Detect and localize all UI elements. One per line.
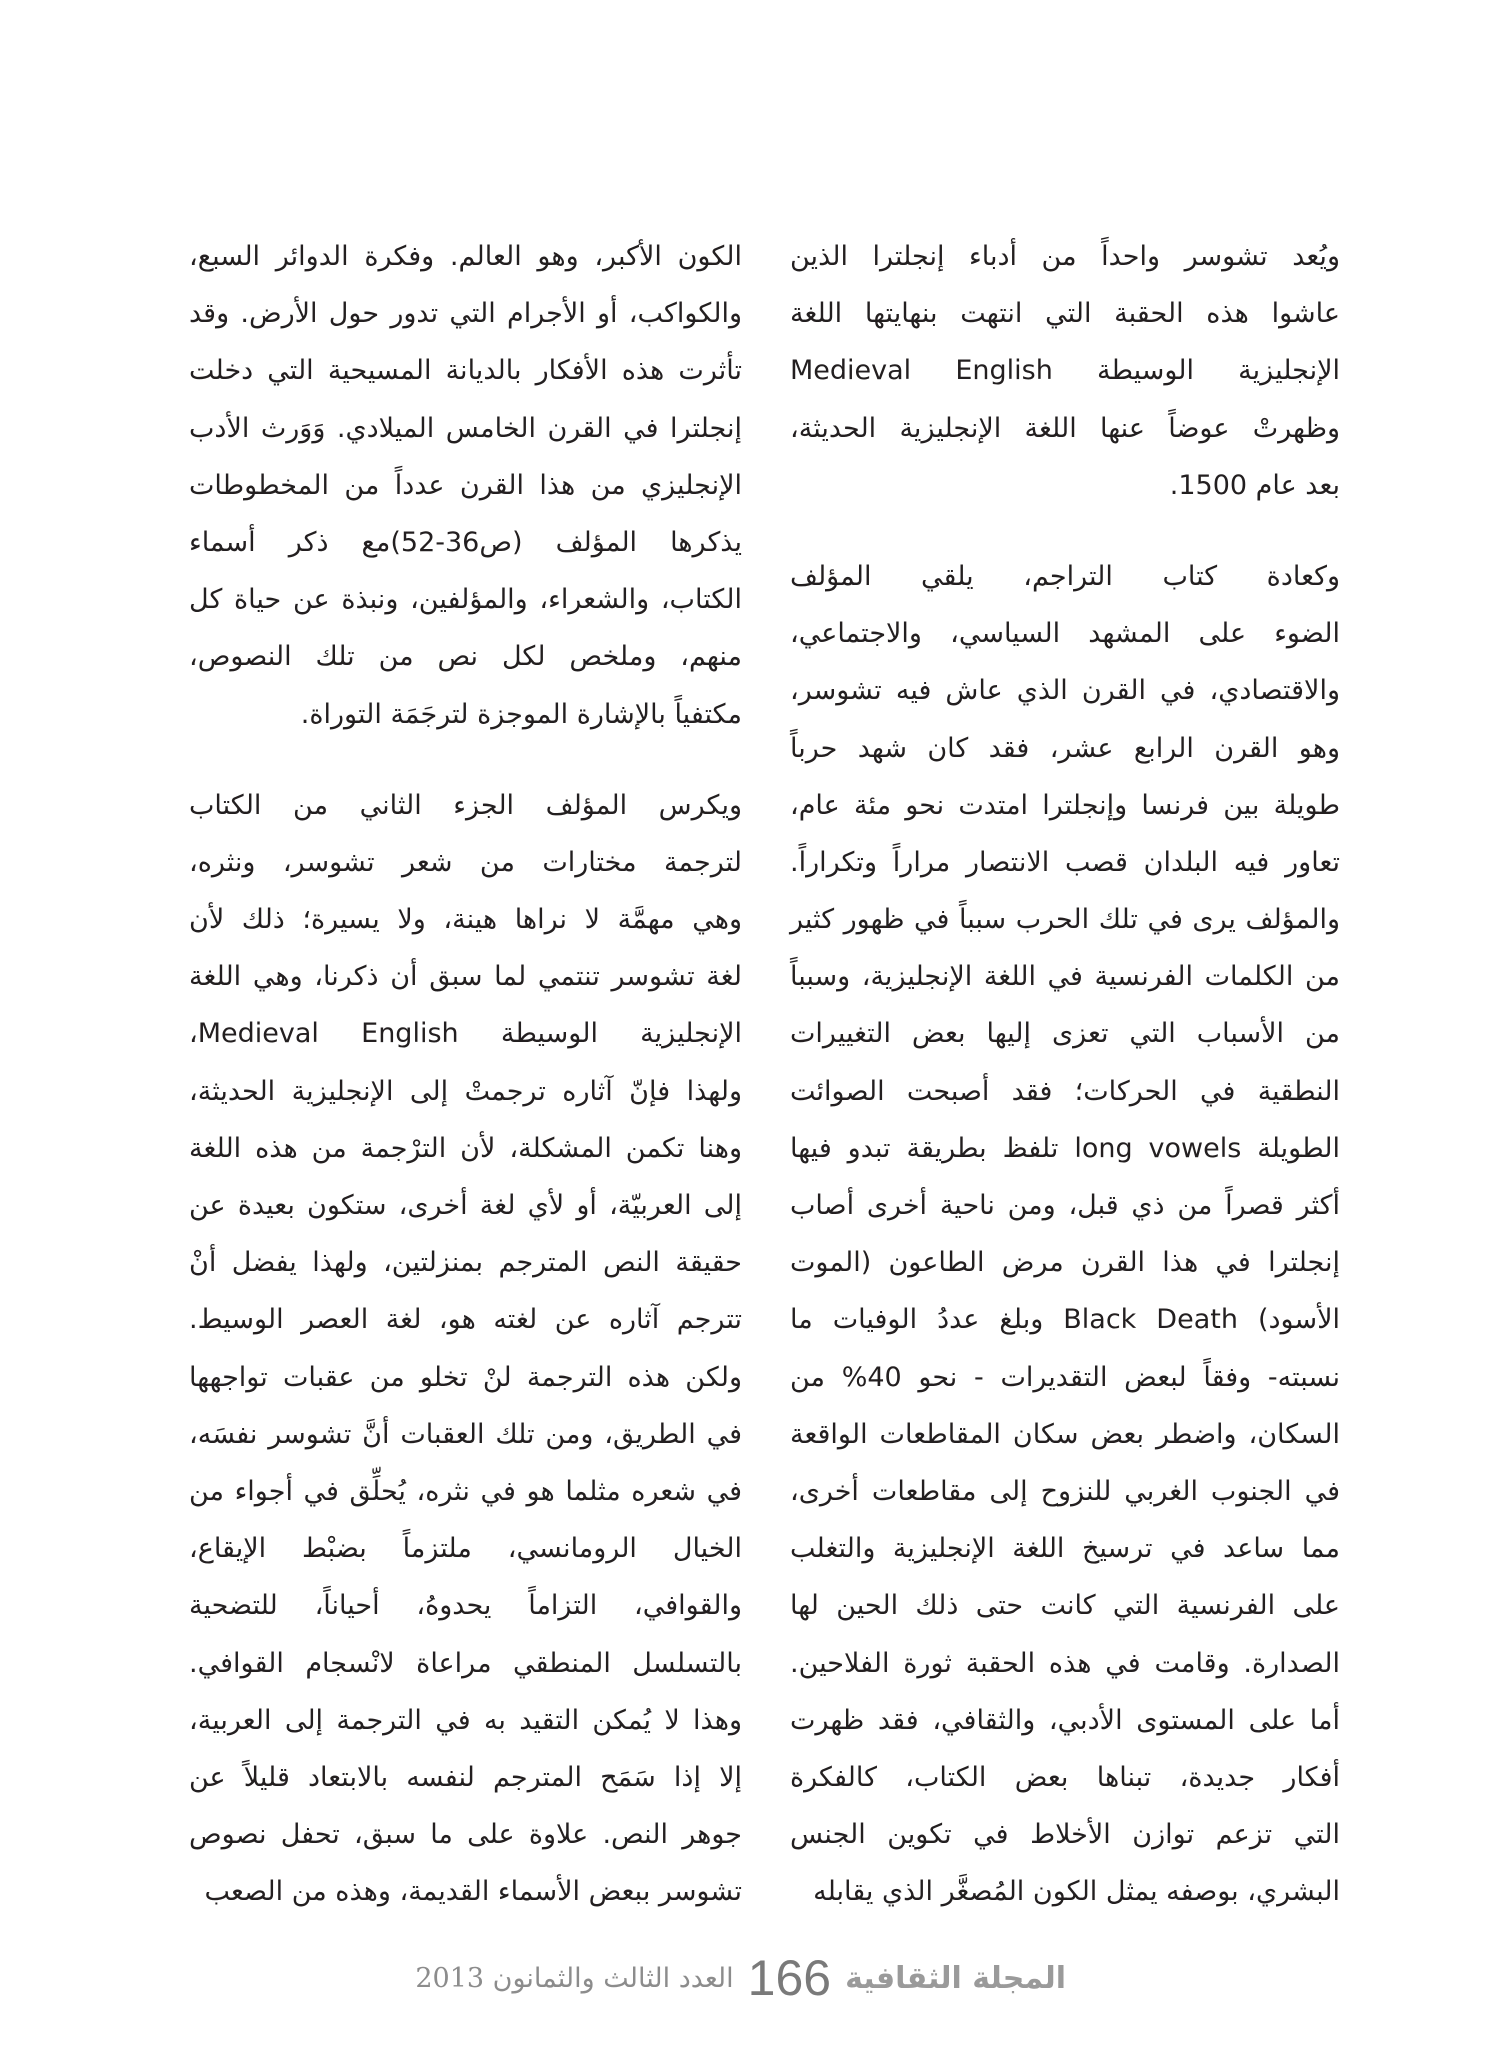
- text-line: مكتفياً بالإشارة الموجزة لترجَمَة التوراة.: [300, 698, 742, 730]
- text-line: نسبته- وفقاً لبعض التقديرات - نحو 40% من: [790, 1361, 1340, 1393]
- text-line: الكون الأكبر، وهو العالم. وفكرة الدوائر السبع،: [189, 241, 742, 272]
- text-line: أفكار جديدة، تبناها بعض الكتاب، كالفكرة: [790, 1761, 1340, 1793]
- text-line: لغة تشوسر تنتمي لما سبق أن ذكرنا، وهي اللغة: [189, 961, 742, 993]
- text-line: وكعادة كتاب التراجم، يلقي المؤلف: [790, 560, 1340, 592]
- text-line: والكواكب، أو الأجرام التي تدور حول الأرض. وقد: [189, 298, 742, 330]
- text-line: النطقية في الحركات؛ فقد أصبحت الصوائت: [790, 1075, 1340, 1107]
- text-line: بالتسلسل المنطقي مراعاة لانْسجام القوافي.: [189, 1647, 742, 1679]
- text-line: إنجلترا في هذا القرن مرض الطاعون (الموت: [790, 1247, 1340, 1279]
- text-line: منهم، وملخص لكل نص من تلك النصوص،: [189, 641, 742, 673]
- text-line: الإنجليزية الوسيطة Medieval English،: [189, 1018, 742, 1050]
- text-line: إلى العربيّة، أو لأي لغة أخرى، ستكون بعيدة عن: [189, 1190, 742, 1221]
- text-line: وهذا لا يُمكن التقيد به في الترجمة إلى العربية،: [189, 1704, 742, 1736]
- text-line: لترجمة مختارات من شعر تشوسر، ونثره،: [189, 846, 742, 878]
- issue-label: العدد الثالث والثمانون 2013: [415, 1962, 734, 1994]
- text-line: الأسود) Black Death وبلغ عددُ الوفيات ما: [790, 1304, 1340, 1336]
- text-line: الصدارة. وقامت في هذه الحقبة ثورة الفلاحين.: [790, 1647, 1340, 1679]
- text-line: ولكن هذه الترجمة لنْ تخلو من عقبات تواجهها: [189, 1361, 742, 1393]
- text-line: وهو القرن الرابع عشر، فقد كان شهد حرباً: [790, 732, 1340, 764]
- paragraph: [189, 777, 742, 1921]
- text-line: من الكلمات الفرنسية في اللغة الإنجليزية، وسبباً: [790, 961, 1340, 993]
- text-line: الإنجليزية الوسيطة Medieval English: [790, 355, 1340, 387]
- text-line: إلا إذا سَمَح المترجم لنفسه بالابتعاد قليلاً عن: [189, 1761, 742, 1793]
- text-line: ويكرس المؤلف الجزء الثاني من الكتاب: [189, 789, 742, 821]
- text-line: أما على المستوى الأدبي، والثقافي، فقد ظهرت: [790, 1704, 1340, 1736]
- text-line: من الأسباب التي تعزى إليها بعض التغييرات: [790, 1018, 1340, 1050]
- text-line: والاقتصادي، في القرن الذي عاش فيه تشوسر،: [790, 675, 1340, 707]
- text-line: الخيال الرومانسي، ملتزماً بضبْط الإيقاع،: [189, 1533, 742, 1565]
- text-line: مما ساعد في ترسيخ اللغة الإنجليزية والتغلب: [790, 1533, 1340, 1565]
- text-line: إنجلترا في القرن الخامس الميلادي. وَوَرث الأدب: [189, 412, 742, 444]
- text-line: الضوء على المشهد السياسي، والاجتماعي،: [790, 618, 1340, 650]
- text-line: أكثر قصراً من ذي قبل، ومن ناحية أخرى أصاب: [790, 1190, 1340, 1221]
- text-line: حقيقة النص المترجم بمنزلتين، ولهذا يفضل أنْ: [189, 1247, 742, 1279]
- paragraph: [189, 228, 742, 743]
- text-line: في الطريق، ومن تلك العقبات أنَّ تشوسر نفسَه،: [189, 1418, 742, 1450]
- right-column: [790, 228, 1340, 1920]
- text-line: بعد عام 1500.: [1169, 469, 1340, 501]
- text-line: ويُعد تشوسر واحداً من أدباء إنجلترا الذين: [790, 241, 1340, 272]
- paragraph: [790, 548, 1340, 1921]
- text-line: يذكرها المؤلف (ص36-52)مع ذكر أسماء: [189, 526, 742, 558]
- left-column: [189, 228, 742, 1920]
- text-line: الطويلة long vowels تلفظ بطريقة تبدو فيها: [790, 1132, 1340, 1164]
- paragraph: [790, 228, 1340, 514]
- text-line: السكان، واضطر بعض سكان المقاطعات الواقعة: [790, 1418, 1340, 1450]
- text-line: والقوافي، التزاماً يحدوهُ، أحياناً، للتضحية: [189, 1590, 742, 1622]
- magazine-name: المجلة الثقافية: [845, 1960, 1066, 1996]
- text-line: في شعره مثلما هو في نثره، يُحلِّق في أجواء من: [189, 1475, 742, 1507]
- text-line: وظهرتْ عوضاً عنها اللغة الإنجليزية الحديثة،: [790, 412, 1340, 444]
- text-line: جوهر النص. علاوة على ما سبق، تحفل نصوص: [189, 1819, 742, 1851]
- text-line: وهنا تكمن المشكلة، لأن الترْجمة من هذه اللغة: [189, 1132, 742, 1164]
- text-line: تترجم آثاره عن لغته هو، لغة العصر الوسيط.: [189, 1304, 742, 1336]
- text-line: الكتاب، والشعراء، والمؤلفين، ونبذة عن حياة كل: [189, 584, 742, 616]
- text-line: تأثرت هذه الأفكار بالديانة المسيحية التي دخلت: [189, 355, 742, 387]
- text-line: تشوسر ببعض الأسماء القديمة، وهذه من الصعب: [204, 1876, 742, 1908]
- text-line: وهي مهمَّة لا نراها هينة، ولا يسيرة؛ ذلك لأن: [189, 904, 742, 936]
- text-line: في الجنوب الغربي للنزوح إلى مقاطعات أخرى،: [790, 1475, 1340, 1507]
- text-line: والمؤلف يرى في تلك الحرب سبباً في ظهور كثير: [790, 904, 1340, 936]
- text-line: التي تزعم توازن الأخلاط في تكوين الجنس: [790, 1819, 1340, 1851]
- page-number: 166: [747, 1950, 832, 2006]
- text-line: تعاور فيه البلدان قصب الانتصار مراراً وتكراراً.: [790, 846, 1340, 878]
- page-footer: [415, 1948, 1080, 2008]
- text-line: ولهذا فإنّ آثاره ترجمتْ إلى الإنجليزية الحديثة،: [189, 1075, 742, 1107]
- text-line: طويلة بين فرنسا وإنجلترا امتدت نحو مئة عام،: [790, 789, 1340, 821]
- text-line: الإنجليزي من هذا القرن عدداً من المخطوطات: [189, 469, 742, 501]
- text-line: عاشوا هذه الحقبة التي انتهت بنهايتها اللغة: [790, 298, 1340, 330]
- text-line: البشري، بوصفه يمثل الكون المُصغَّر الذي يقابله: [813, 1876, 1340, 1908]
- text-line: على الفرنسية التي كانت حتى ذلك الحين لها: [790, 1590, 1340, 1622]
